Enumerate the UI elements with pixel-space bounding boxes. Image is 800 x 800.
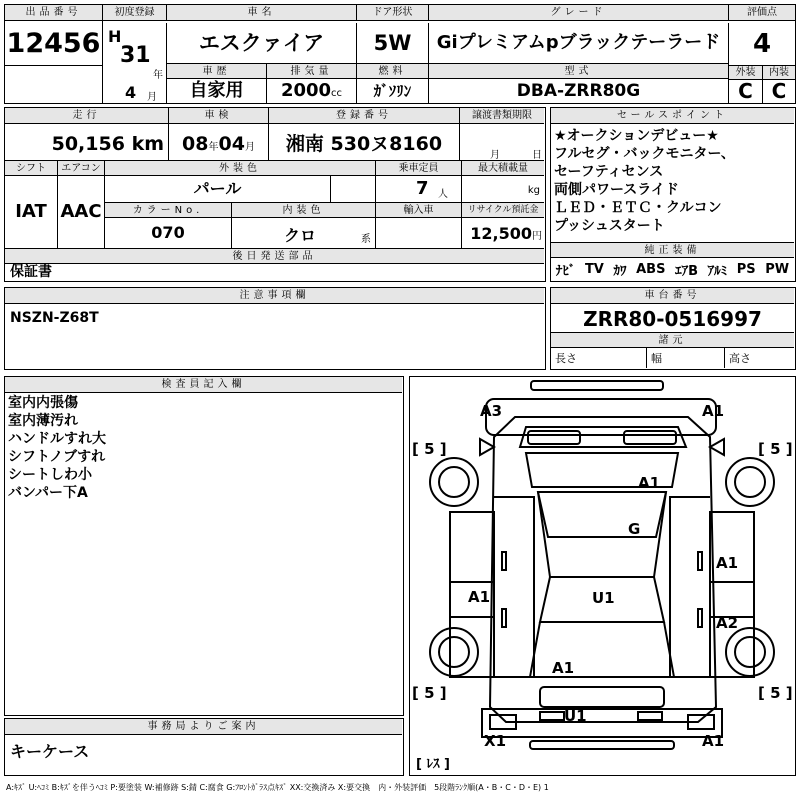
transfer-value <box>459 124 544 160</box>
exterior-score-label: 外装 <box>728 65 762 80</box>
registration-label: 登録番号 <box>268 108 459 124</box>
car-name: エスクァイア <box>166 23 356 63</box>
spare-tyre-mark: [ ﾚｽ ] <box>416 757 450 772</box>
mark-front-left: A3 <box>480 402 503 420</box>
damage-diagram <box>409 376 796 776</box>
equipment-item: ABS <box>636 261 666 277</box>
sales-point: ★オークションデビュー★ <box>554 128 719 144</box>
mark-rear-bumper: U1 <box>564 707 587 725</box>
grade-label: グレード <box>428 5 728 21</box>
chassis-section <box>550 287 796 370</box>
max-load-value-cell <box>461 176 544 202</box>
lot-label: 出品番号 <box>5 5 102 21</box>
inspector-note: ハンドルすれ大 <box>8 431 106 447</box>
inspection-year: 08 <box>182 133 209 155</box>
chassis-value: ZRR80-0516997 <box>583 307 762 331</box>
registration-value: 湘南 530ヌ8160 <box>268 124 459 160</box>
inspection-label: 車検 <box>168 108 268 124</box>
capacity-unit: 人 <box>438 189 448 200</box>
equipment-item: ﾅﾋﾞ <box>555 263 576 279</box>
spec-width: 幅 <box>646 348 724 368</box>
interior-color-label: 内装色 <box>231 202 375 218</box>
equipment-item: ｱﾙﾐ <box>707 263 728 279</box>
fuel-value: ｶﾞｿﾘﾝ <box>356 79 428 103</box>
inspection-month-unit: 月 <box>244 142 255 153</box>
color-no-label: カラーNo. <box>104 202 231 218</box>
displacement-value <box>266 79 356 103</box>
interior-color-value-cell <box>231 218 375 248</box>
mark-front-right: A1 <box>702 402 725 420</box>
inspection-month: 04 <box>218 133 245 155</box>
later-parts-value: 保証書 <box>10 264 52 280</box>
equipment-label: 純正装備 <box>551 242 794 258</box>
sales-point: セーフティセンス <box>554 164 664 180</box>
chassis-label: 車台番号 <box>551 288 794 304</box>
first-reg-year-unit: 年 <box>153 70 163 81</box>
transfer-label: 譲渡書類期限 <box>459 108 544 124</box>
score-label: 評価点 <box>728 5 795 21</box>
car-name-label: 車名 <box>166 5 356 21</box>
interior-score-label: 内装 <box>762 65 795 80</box>
first-reg-year: 31 <box>120 43 151 68</box>
interior-score: C <box>762 80 795 103</box>
mileage-label: 走行 <box>5 108 168 124</box>
first-reg-month: 4 <box>125 83 137 102</box>
import-label: 輸入車 <box>375 202 461 218</box>
sales-point: フルセグ・バックモニター、 <box>554 146 735 162</box>
tyre-front-right: [ 5 ] <box>758 440 793 458</box>
inspector-notes <box>8 394 398 514</box>
recycle-value: 12,500 <box>470 224 532 243</box>
mark-right-front-door: A1 <box>716 554 739 572</box>
color-no-value: 070 <box>104 218 231 248</box>
inspector-note: シフトノブすれ <box>8 449 106 465</box>
mark-rear-left: X1 <box>484 732 507 750</box>
max-load-unit: kg <box>527 185 540 196</box>
tyre-rear-left: [ 5 ] <box>412 684 447 702</box>
sales-point: プッシュスタート <box>554 218 665 234</box>
car-outline-diagram <box>410 377 794 774</box>
later-parts-label: 後日発送部品 <box>5 248 544 264</box>
doors-label: ドア形状 <box>356 5 428 21</box>
sales-points-section <box>550 107 796 282</box>
inspection-value <box>168 124 268 160</box>
transfer-day-unit: 日 <box>532 150 542 160</box>
mark-left-side: A1 <box>468 588 491 606</box>
recycle-unit: 円 <box>532 231 542 242</box>
inspector-note: バンパー下A <box>8 485 88 501</box>
legend-text: A:ｷｽﾞ U:ﾍｺﾐ B:ｷｽﾞを伴うﾍｺﾐ P:要塗装 W:補修跡 S:錆 C:腐食 G:ﾌﾛﾝﾄｶﾞﾗｽ点ｷｽﾞ XX:交換済み X:要交換 内・外装評価 5段階ﾗﾝｸ順(A・B・C・D・E) 1 <box>6 783 549 792</box>
fuel-label: 燃料 <box>356 63 428 79</box>
inspector-note: 室内薄汚れ <box>8 413 78 429</box>
mark-right-rear-door: A2 <box>716 614 739 632</box>
history-label: 車歴 <box>166 63 266 79</box>
equipment-item: ｴｱB <box>675 263 699 279</box>
spec-height: 高さ <box>724 348 794 368</box>
inspection-year-unit: 年 <box>208 142 219 153</box>
exterior-color-label: 外装色 <box>104 160 375 176</box>
mark-floor: U1 <box>592 589 615 607</box>
equipment-item: PW <box>765 261 790 277</box>
recycle-label: リサイクル預託金 <box>461 202 544 218</box>
displacement-number: 2000 <box>280 80 332 101</box>
sales-points-label: セールスポイント <box>551 108 794 124</box>
import-value <box>375 218 461 248</box>
interior-color-value: クロ <box>284 226 317 245</box>
first-reg-era: H <box>108 27 122 46</box>
inspector-note: シートしわ小 <box>8 467 92 483</box>
sales-point: 両側パワースライド <box>554 182 679 198</box>
displacement-label: 排気量 <box>266 63 356 79</box>
mileage-value <box>5 124 168 160</box>
capacity-value: 7 <box>416 178 429 199</box>
notes-label: 注意事項欄 <box>5 288 544 304</box>
shift-value: IAT <box>15 201 47 222</box>
exterior-color-value: パール <box>104 176 330 202</box>
interior-color-suffix: 系 <box>361 234 371 245</box>
shift-label: シフト <box>5 160 57 176</box>
exterior-color-extra <box>330 176 375 202</box>
score-value: 4 <box>728 23 795 65</box>
top-section <box>4 4 796 104</box>
office-section <box>4 718 404 776</box>
doors-value: 5W <box>356 23 428 63</box>
inspector-note: 室内内張傷 <box>8 395 78 411</box>
recycle-value-cell <box>461 218 544 248</box>
lot-blank <box>5 65 102 103</box>
inspector-label: 検査員記入欄 <box>5 377 402 393</box>
mark-roof: G <box>628 520 641 538</box>
spec-length: 長さ <box>555 352 577 365</box>
first-reg-month-unit: 月 <box>147 92 157 103</box>
displacement-unit: cc <box>331 88 343 99</box>
mileage-unit: km <box>131 133 164 155</box>
first-reg-area <box>102 21 166 103</box>
tyre-rear-right: [ 5 ] <box>758 684 793 702</box>
tyre-front-left: [ 5 ] <box>412 440 447 458</box>
equipment-item: ｶﾜ <box>613 263 627 279</box>
lot-number: 12456 <box>6 28 101 59</box>
office-value: キーケース <box>10 742 90 759</box>
max-load-label: 最大積載量 <box>461 160 544 176</box>
model-label: 型式 <box>428 63 728 79</box>
mileage-number: 50,156 <box>51 133 125 155</box>
exterior-score: C <box>728 80 762 103</box>
transfer-month-unit: 月 <box>490 150 500 160</box>
aircon-label: エアコン <box>57 160 104 176</box>
mark-hood: A1 <box>638 474 661 492</box>
mark-rear-right: A1 <box>702 732 725 750</box>
first-reg-label: 初度登録 <box>102 5 166 21</box>
capacity-value-cell <box>375 176 461 202</box>
office-label: 事務局よりご案内 <box>5 719 402 735</box>
equipment-item: PS <box>736 261 756 277</box>
specs-label: 諸元 <box>551 332 794 348</box>
equipment-list <box>551 258 794 280</box>
inspector-section <box>4 376 404 716</box>
capacity-label: 乗車定員 <box>375 160 461 176</box>
notes-section <box>4 287 546 370</box>
equipment-item: TV <box>584 261 604 277</box>
sales-points-list <box>554 127 792 239</box>
mark-tailgate: A1 <box>552 659 575 677</box>
details-section <box>4 107 546 282</box>
notes-value: NSZN-Z68T <box>10 310 99 326</box>
model-value: DBA-ZRR80G <box>428 79 728 103</box>
aircon-value: AAC <box>57 176 104 248</box>
history-value: 自家用 <box>166 79 266 103</box>
grade-value: Giプレミアムpブラックテーラード <box>428 23 728 63</box>
sales-point: ＬＥＤ・ＥＴＣ・クルコン <box>554 200 722 216</box>
